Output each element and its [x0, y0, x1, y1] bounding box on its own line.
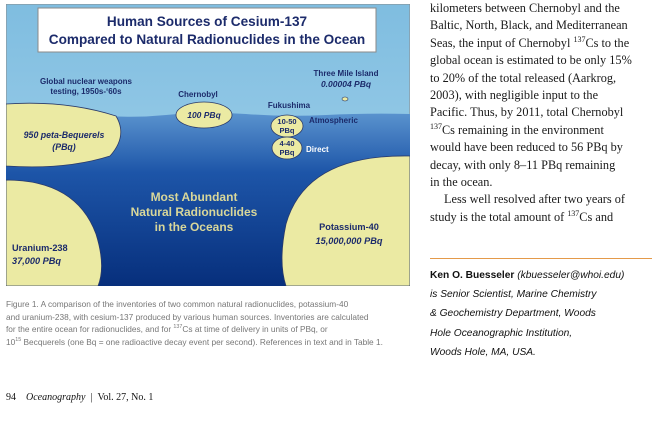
- ocean-label-line2: Natural Radionuclides: [130, 205, 258, 219]
- bio-line: Woods Hole, MA, USA.: [430, 346, 536, 358]
- figure-illustration: [6, 4, 410, 286]
- text-line: Pacific. Thus, by 2011, total Chernobyl: [430, 105, 624, 120]
- uranium-value: 37,000 PBq: [12, 256, 62, 266]
- text-line: decay, with only 8–11 PBq remaining: [430, 157, 616, 172]
- fukushima-label: Fukushima: [267, 101, 311, 110]
- page-footer: 94 Oceanography | Vol. 27, No. 1: [6, 392, 154, 403]
- text-line: $^{137}$Cs remaining in the environment: [430, 121, 604, 137]
- section-divider: [430, 258, 652, 259]
- fukushima-atm-value-line2: PBq: [279, 126, 295, 135]
- bio-line: is Senior Scientist, Marine Chemistry: [430, 289, 597, 301]
- fukushima-direct-value-line2: PBq: [279, 148, 295, 157]
- text-line: Less well resolved after two years of: [444, 192, 625, 207]
- potassium-value: 15,000,000 PBq: [315, 236, 383, 246]
- figure-title-line2: Compared to Natural Radionuclides in the Ocean: [48, 32, 366, 47]
- text-line: Baltic, North, Black, and Mediterranean: [430, 18, 628, 33]
- text-line: Seas, the input of Chernobyl $^{137}$Cs to the: [430, 34, 630, 50]
- weapons-value-line2: (PBq): [52, 142, 76, 152]
- weapons-label-line2: testing, 1950s-‘60s: [50, 87, 122, 96]
- potassium-label: Potassium-40: [319, 222, 379, 232]
- text-line: kilometers between Chernobyl and the: [430, 1, 620, 15]
- body-text-column: [430, 0, 656, 226]
- figure-title-line1: Human Sources of Cesium-137: [106, 14, 308, 29]
- bio-line: Hole Oceanographic Institution,: [430, 327, 573, 339]
- text-line: to 20% of the total released (Aarkrog,: [430, 70, 617, 85]
- journal-name: Oceanography: [26, 392, 86, 403]
- tmi-label: Three Mile Island: [313, 69, 379, 78]
- text-line: global ocean is estimated to be only 15%: [430, 53, 632, 68]
- chernobyl-value: 100 PBq: [187, 110, 221, 120]
- caption-line: and uranium-238, with cesium-137 produced by various human sources. Inventories are calculated: [6, 311, 369, 322]
- text-line: study is the total amount of $^{137}$Cs and: [430, 208, 614, 224]
- caption-line: $10^{15}$ Becquerels (one Bq = one radioactive decay event per second). References in text and in Table 1.: [6, 336, 383, 347]
- tmi-value: 0.00004 PBq: [320, 79, 372, 89]
- fukushima-atm-label: Atmospheric: [309, 116, 358, 125]
- fukushima-direct-label: Direct: [306, 145, 329, 154]
- fukushima-direct-value-line1: 4-40: [279, 139, 295, 148]
- bio-line: & Geochemistry Department, Woods: [430, 308, 596, 320]
- uranium-label: Uranium-238: [12, 243, 68, 253]
- text-line: 2003), with negligible input to the: [430, 88, 599, 103]
- chernobyl-label: Chernobyl: [178, 90, 218, 99]
- caption-line: Figure 1. A comparison of the inventories of two common natural radionuclides, potassium-40: [6, 299, 349, 309]
- fukushima-atm-value-line1: 10-50: [277, 117, 297, 126]
- weapons-value-line1: 950 peta-Bequerels: [23, 130, 105, 140]
- author-email[interactable]: (kbuesseler@whoi.edu): [517, 270, 625, 281]
- cesium-figure: [6, 4, 410, 286]
- volume-info: Vol. 27, No. 1: [97, 392, 154, 403]
- author-name: Ken O. Buesseler: [430, 270, 515, 281]
- weapons-label-line1: Global nuclear weapons: [39, 77, 133, 86]
- text-line: would have been reduced to 56 PBq by: [430, 140, 623, 155]
- ocean-label-line1: Most Abundant: [150, 190, 238, 204]
- text-line: in the ocean.: [430, 175, 493, 190]
- figure-caption: [6, 298, 410, 348]
- ocean-label-line3: in the Oceans: [154, 220, 234, 234]
- author-bio: [430, 266, 656, 362]
- page-number: 94: [6, 392, 16, 403]
- tmi-bubble: [342, 97, 348, 101]
- caption-line: for the entire ocean for radionuclides, and for $^{137}$Cs at time of delivery in units of PBq, or: [6, 324, 328, 335]
- bio-line: [430, 266, 656, 285]
